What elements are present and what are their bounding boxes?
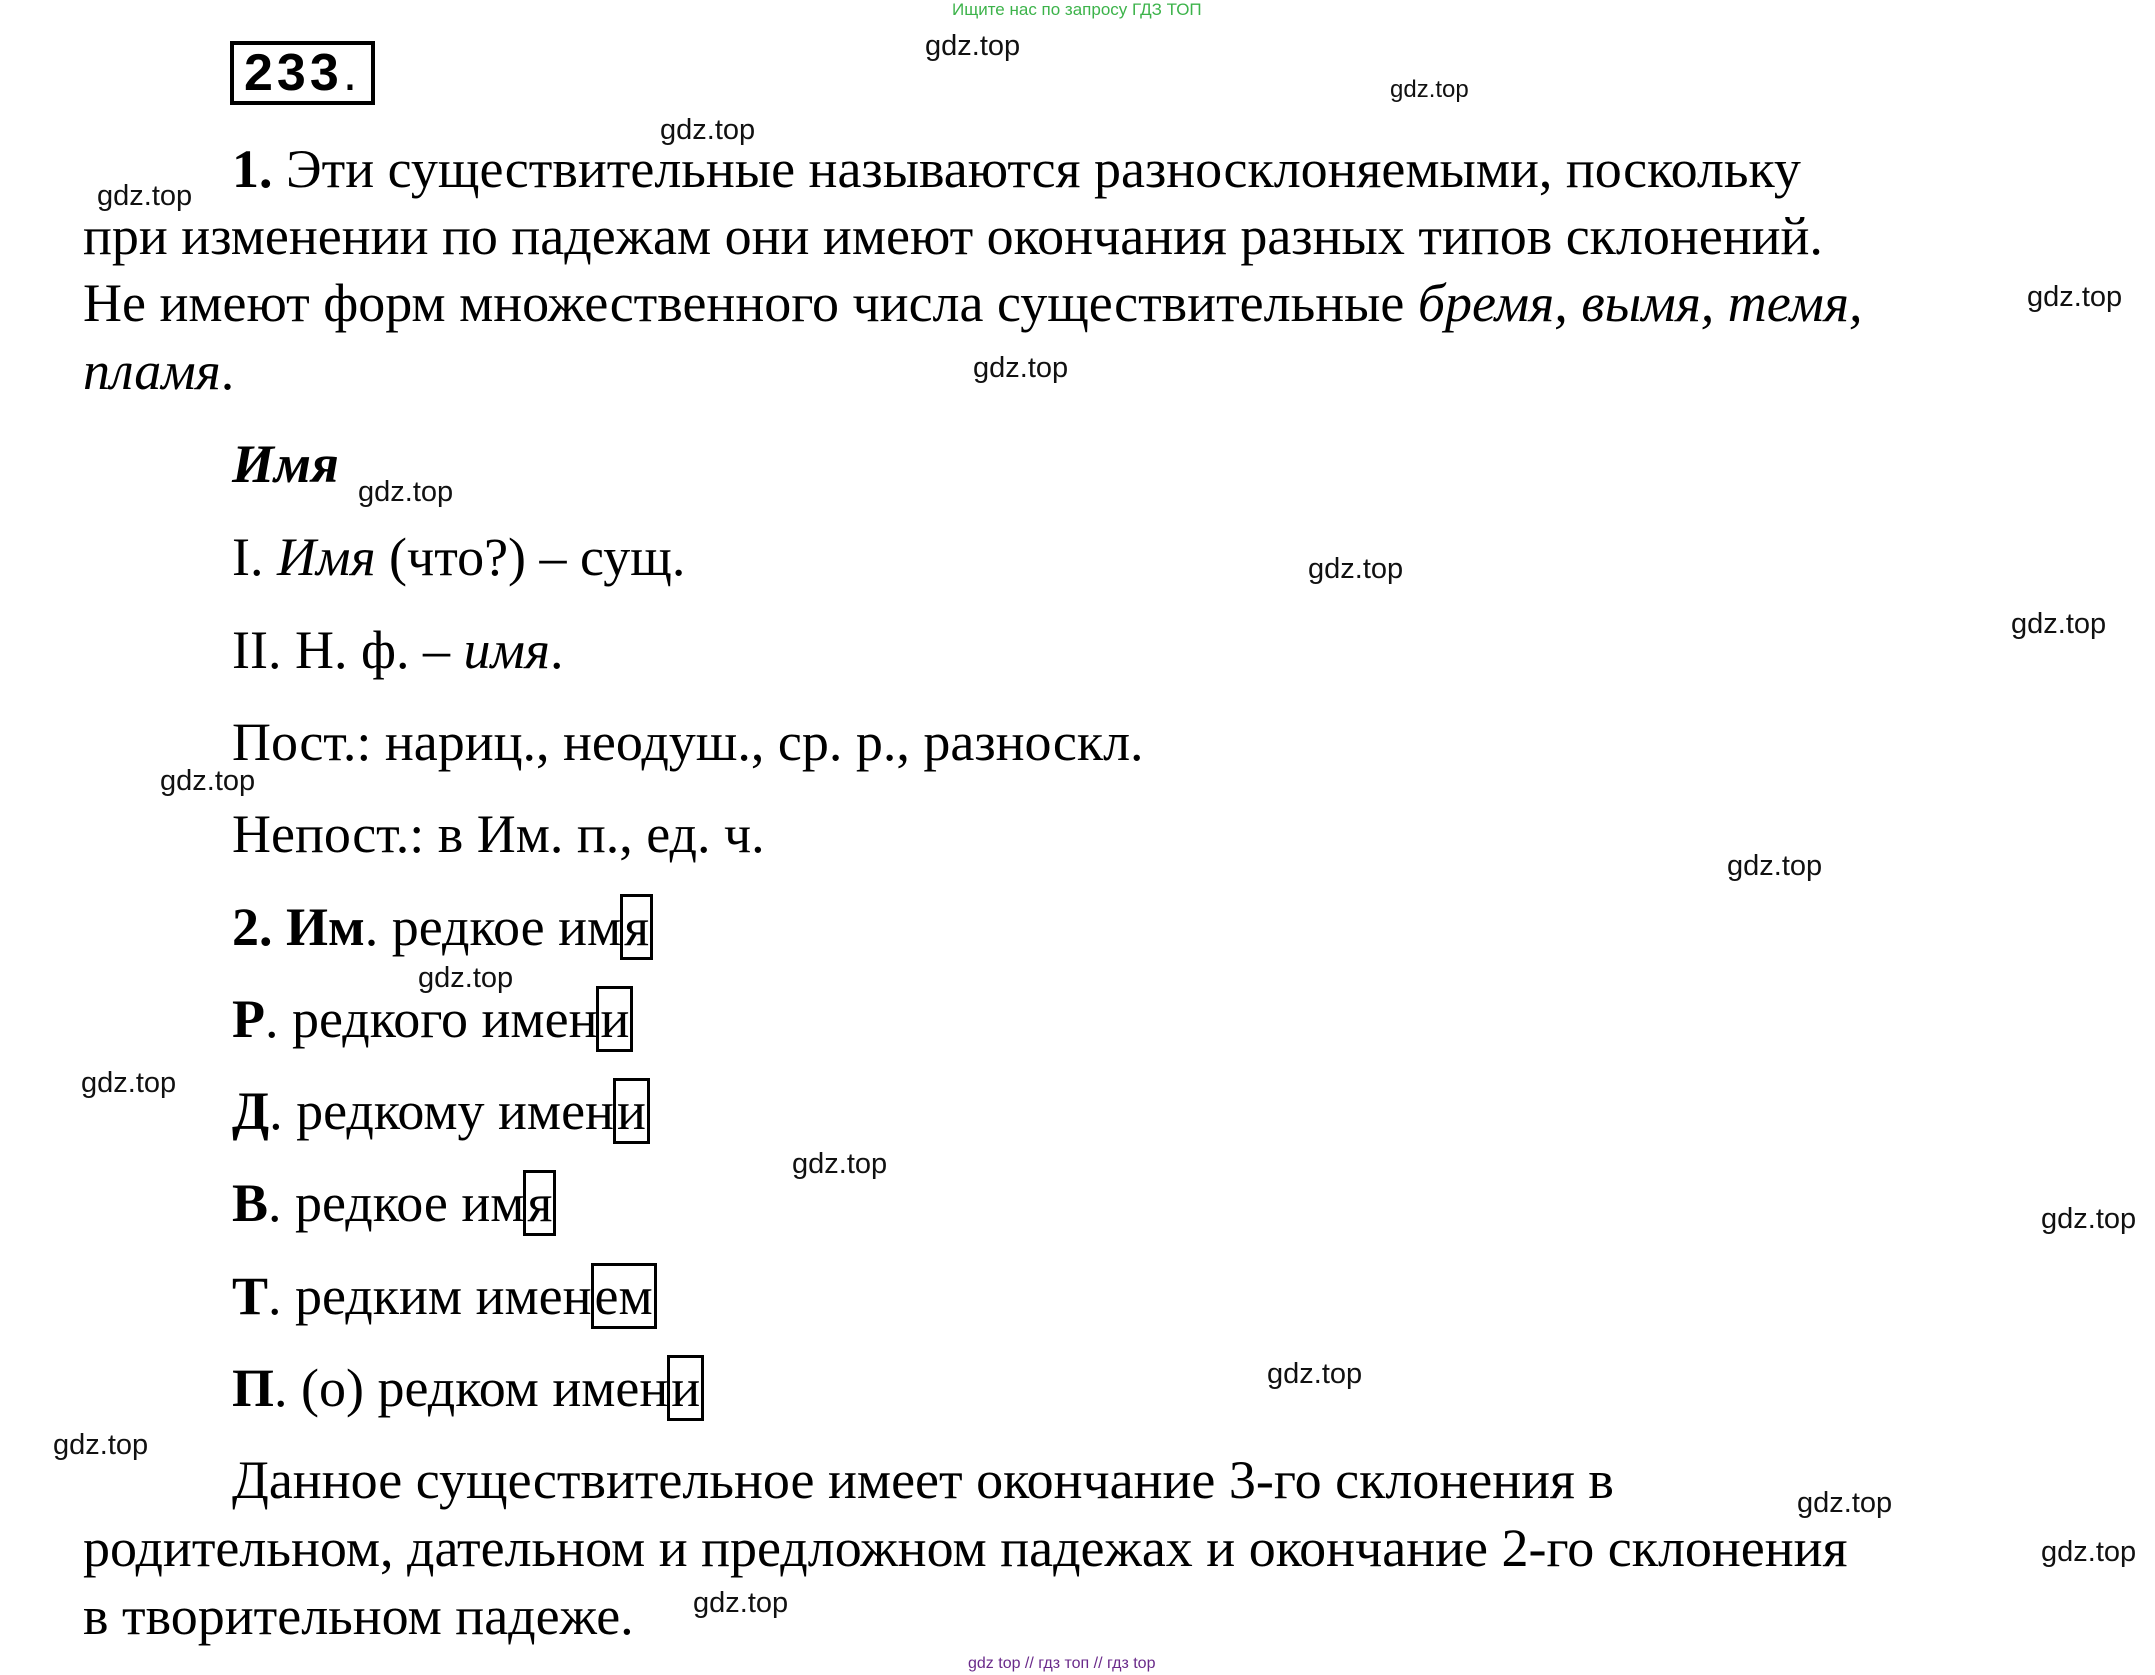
case-row-dative	[232, 1078, 650, 1144]
case-text: . редким имен	[268, 1266, 592, 1326]
analysis-constant: Пост.: нариц., неодуш., ср. р., разноскл.	[232, 712, 1144, 772]
analysis-heading	[232, 431, 339, 497]
step2-word: имя	[463, 620, 551, 680]
part1-line3	[83, 270, 1862, 336]
part1-line4	[83, 338, 234, 404]
watermark: gdz.top	[2027, 281, 2123, 313]
watermark: gdz.top	[1727, 850, 1823, 882]
part1-number: 1.	[232, 139, 273, 199]
case-row-genitive	[232, 986, 633, 1052]
watermark: gdz.top	[160, 765, 256, 797]
watermark: gdz.top	[660, 114, 756, 146]
case-ending: я	[620, 894, 653, 960]
case-ending: ем	[591, 1263, 657, 1329]
top-search-link[interactable]: Ищите нас по запросу ГДЗ ТОП	[952, 0, 1202, 19]
watermark: gdz.top	[81, 1067, 177, 1099]
part1-line3-words: бремя, вымя, темя,	[1417, 273, 1863, 333]
case-ending: и	[613, 1078, 650, 1144]
step1-rest: (что?) – сущ.	[375, 527, 686, 587]
analysis-step1	[232, 524, 685, 590]
case-text: . редкое им	[268, 1173, 525, 1233]
case-label: Им	[286, 897, 365, 957]
watermark: gdz.top	[97, 180, 193, 212]
case-text: . редкому имен	[269, 1081, 614, 1141]
part1-line1-text: Эти существительные называются разносклоняемыми, поскольку	[272, 139, 1801, 199]
case-ending: я	[523, 1170, 556, 1236]
case-row-prepositional	[232, 1355, 704, 1421]
case-label: Д	[232, 1081, 270, 1141]
part1-line2: при изменении по падежам они имеют окончания разных типов склонений.	[83, 206, 1823, 266]
case-label: Р	[232, 989, 265, 1049]
conclusion-line1: Данное существительное имеет окончание 3-го склонения в	[232, 1450, 1614, 1510]
analysis-heading-text: Имя	[232, 434, 339, 494]
exercise-number-dot: .	[342, 44, 362, 102]
watermark: gdz.top	[1797, 1487, 1893, 1519]
case-row-nominative	[232, 894, 653, 960]
step1-word: Имя	[276, 527, 376, 587]
watermark: gdz.top	[925, 30, 1021, 62]
watermark: gdz.top	[53, 1429, 149, 1461]
part1-line4-word: пламя	[83, 341, 221, 401]
case-row-instrumental	[232, 1263, 657, 1329]
conclusion-line3: в творительном падеже.	[83, 1586, 634, 1646]
step1-num: I.	[232, 527, 277, 587]
watermark: gdz.top	[973, 352, 1069, 384]
step2-end: .	[550, 620, 564, 680]
watermark: gdz.top	[693, 1587, 789, 1619]
case-row-accusative	[232, 1170, 556, 1236]
watermark: gdz.top	[1308, 553, 1404, 585]
case-label: Т	[232, 1266, 269, 1326]
case-text: . редкое им	[364, 897, 622, 957]
case-label: П	[232, 1358, 275, 1418]
part1-line1	[232, 136, 1801, 202]
watermark: gdz.top	[1267, 1358, 1363, 1390]
part2-number: 2.	[232, 897, 286, 957]
part1-line4-end: .	[220, 341, 235, 401]
step2-num: II. Н. ф. –	[232, 620, 464, 680]
exercise-number-value: 233	[244, 44, 343, 102]
footer-link[interactable]: gdz top // гдз топ // гдз top	[968, 1655, 1156, 1672]
watermark: gdz.top	[2041, 1203, 2137, 1235]
analysis-step2	[232, 617, 564, 683]
case-text: . (о) редком имен	[274, 1358, 669, 1418]
case-label: В	[232, 1173, 269, 1233]
conclusion-line2: родительном, дательном и предложном падежах и окончание 2-го склонения	[83, 1518, 1848, 1578]
case-ending: и	[667, 1355, 704, 1421]
part1-line3-text: Не имеют форм множественного числа существительные	[83, 273, 1418, 333]
case-ending: и	[596, 986, 633, 1052]
analysis-nonconstant: Непост.: в Им. п., ед. ч.	[232, 804, 765, 864]
case-text: . редкого имен	[265, 989, 598, 1049]
watermark: gdz.top	[1390, 76, 1469, 103]
watermark: gdz.top	[2011, 608, 2107, 640]
watermark: gdz.top	[2041, 1536, 2137, 1568]
watermark: gdz.top	[418, 962, 514, 994]
watermark: gdz.top	[792, 1148, 888, 1180]
watermark: gdz.top	[358, 476, 454, 508]
exercise-number	[230, 41, 375, 105]
